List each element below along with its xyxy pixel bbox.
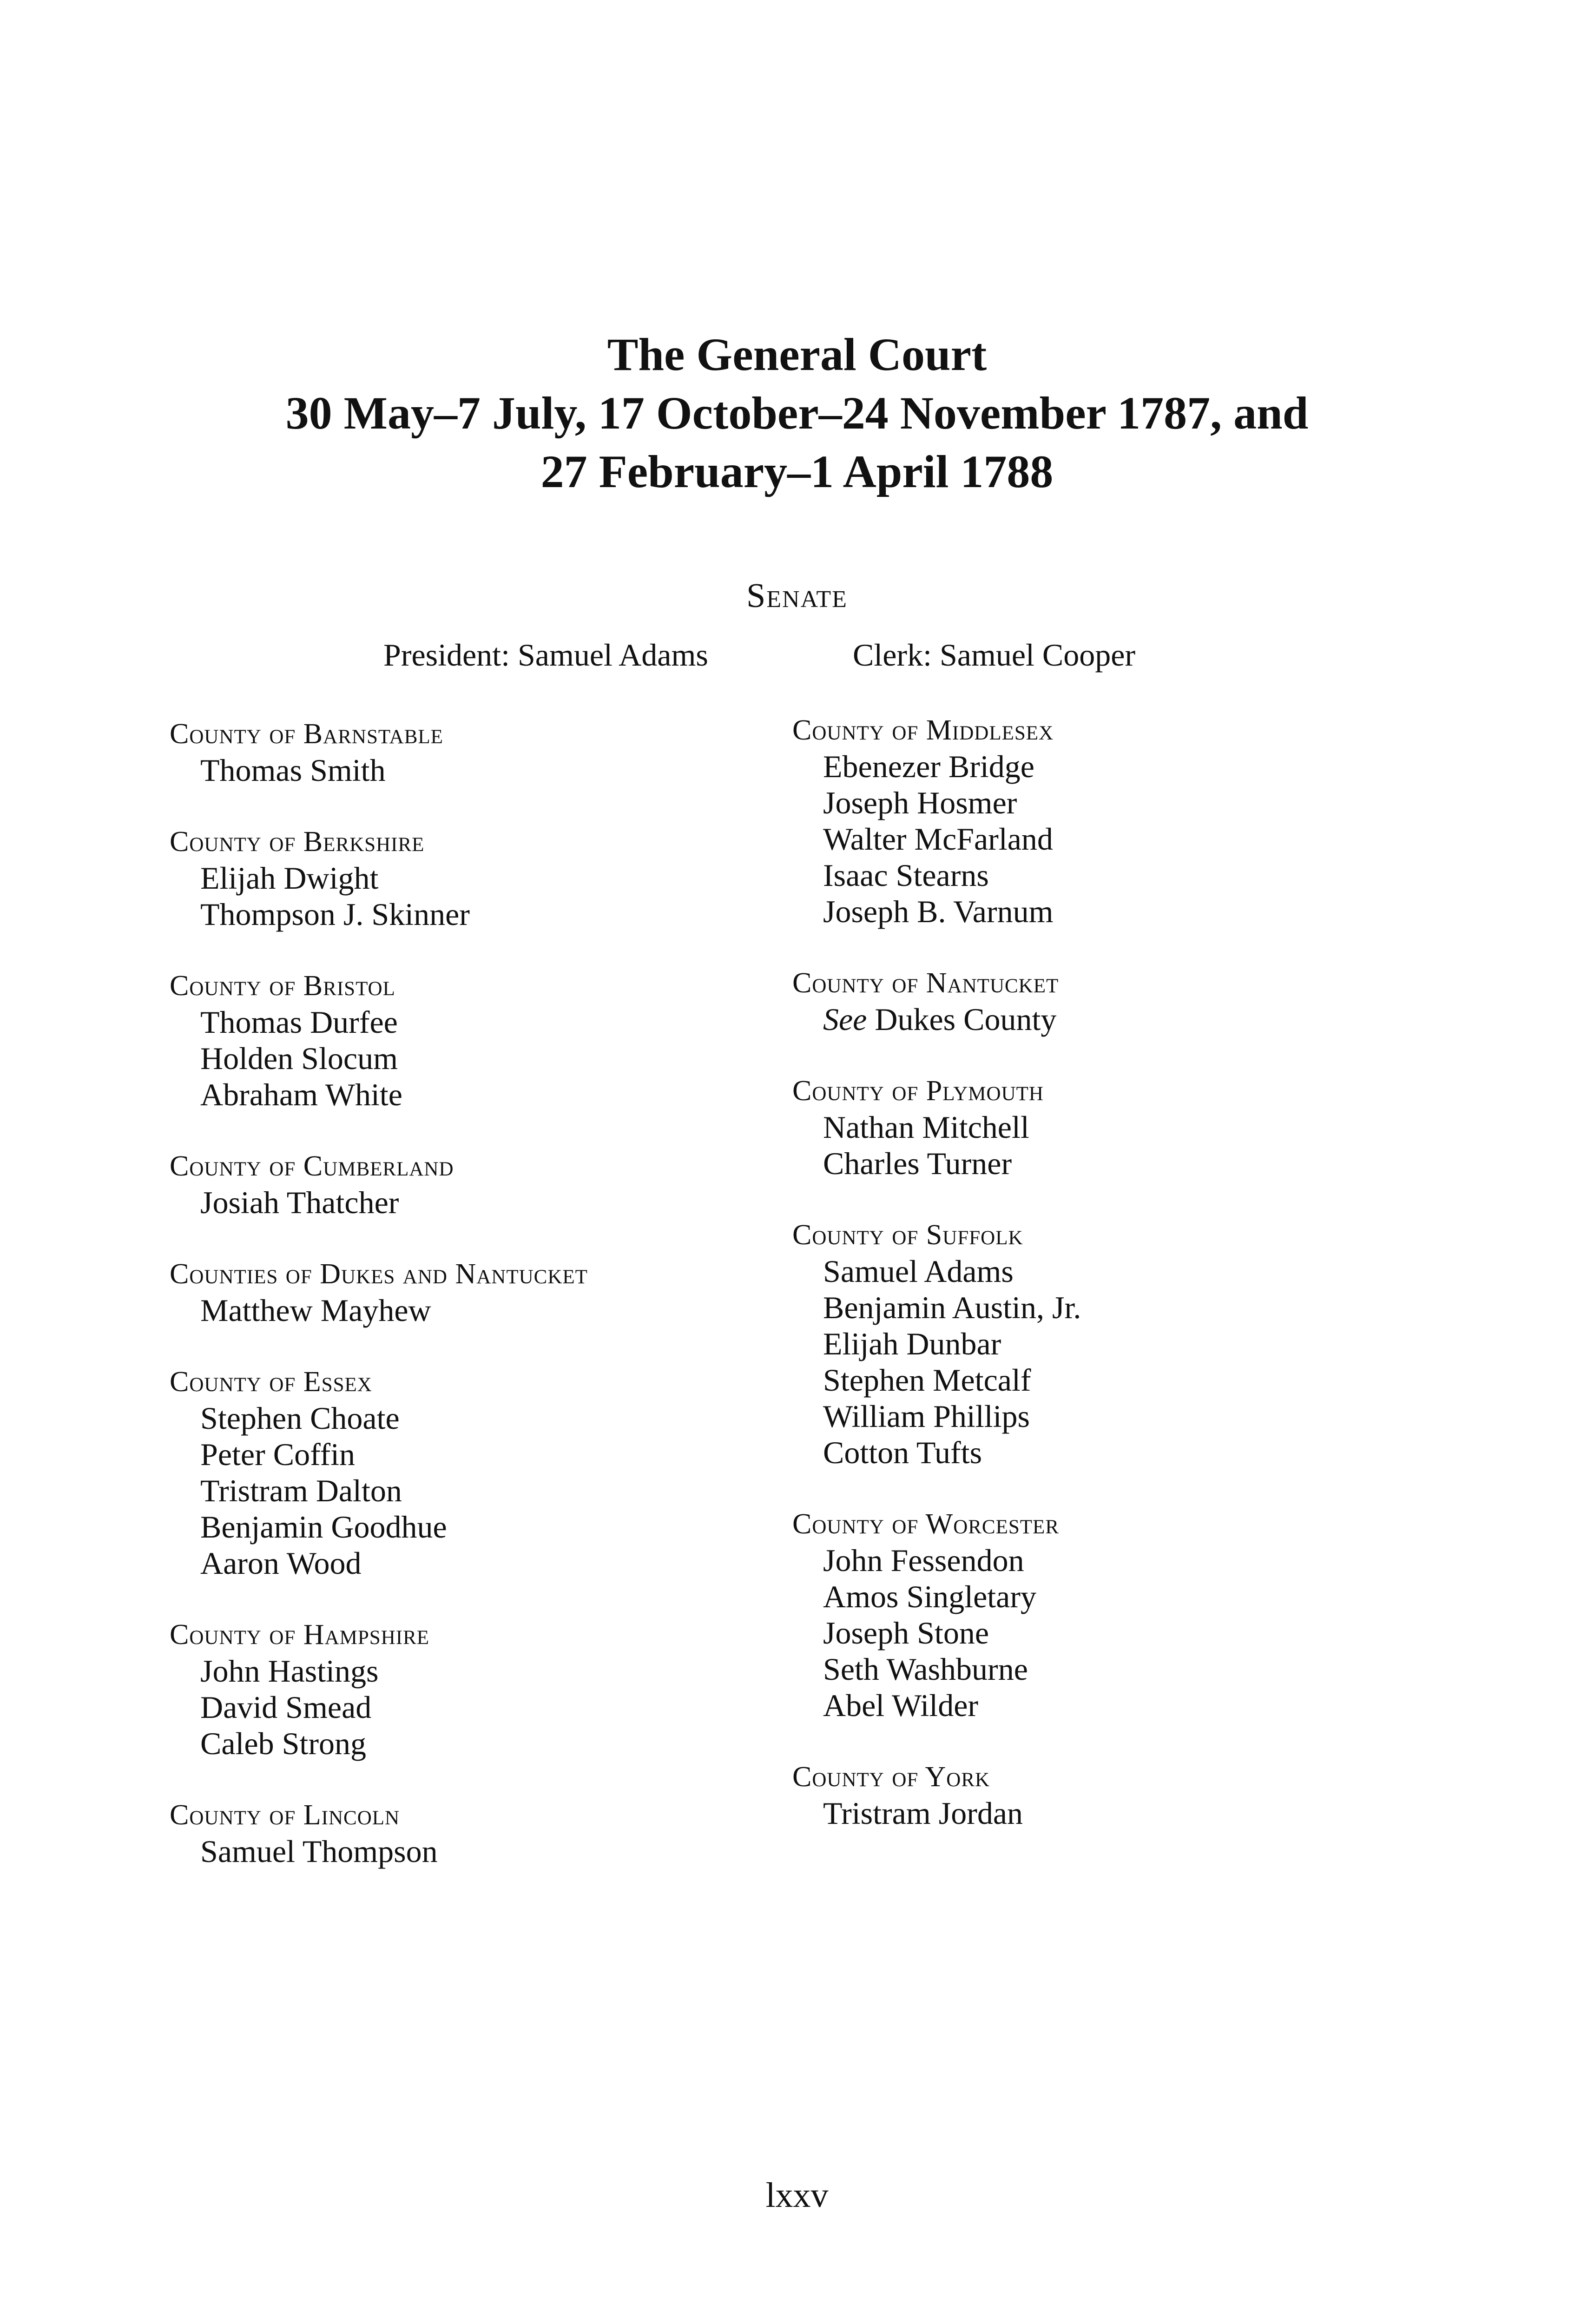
county-group [792, 1506, 1081, 1723]
title-line-1: The General Court [607, 329, 987, 380]
county-group [170, 1148, 588, 1221]
senator-name: Charles Turner [823, 1146, 1012, 1181]
county-heading: County of Middlesex [792, 714, 1054, 746]
senator-name: Walter McFarland [823, 821, 1053, 857]
county-group [170, 1256, 588, 1328]
title-block [0, 325, 1594, 501]
senator-name: Amos Singletary [823, 1579, 1036, 1614]
see-target: Dukes County [867, 1002, 1057, 1037]
senator-name: Benjamin Goodhue [200, 1509, 447, 1545]
left-county-column [170, 716, 588, 1905]
county-heading: County of Plymouth [792, 1075, 1044, 1107]
county-group [792, 965, 1081, 1037]
county-group [170, 716, 588, 788]
senator-name: Abel Wilder [823, 1688, 979, 1723]
county-heading: Counties of Dukes and Nantucket [170, 1258, 588, 1290]
county-group [792, 712, 1081, 930]
senator-name: Seth Washburne [823, 1651, 1028, 1687]
county-heading: County of Barnstable [170, 718, 443, 750]
senator-name: Thompson J. Skinner [200, 897, 470, 932]
county-heading: County of York [792, 1761, 990, 1793]
president-label: President: Samuel Adams [383, 637, 708, 673]
county-heading: County of Worcester [792, 1508, 1060, 1540]
senator-name: Isaac Stearns [823, 858, 989, 893]
page-number: lxxv [765, 2176, 829, 2215]
county-heading: County of Berkshire [170, 826, 425, 858]
county-group [792, 1759, 1081, 1831]
senator-name: Joseph B. Varnum [823, 894, 1054, 929]
senator-name: Samuel Thompson [200, 1834, 438, 1869]
senator-name: Elijah Dunbar [823, 1326, 1001, 1361]
county-group [792, 1217, 1081, 1471]
county-group [170, 824, 588, 932]
senator-name: Tristram Jordan [823, 1796, 1023, 1831]
county-heading: County of Hampshire [170, 1619, 430, 1651]
senator-name: Stephen Metcalf [823, 1362, 1031, 1398]
senator-name: Holden Slocum [200, 1041, 398, 1076]
senator-name: Josiah Thatcher [200, 1185, 399, 1220]
see-prefix: See [823, 1002, 867, 1037]
senator-name: Joseph Stone [823, 1615, 989, 1651]
senator-name: Elijah Dwight [200, 860, 379, 896]
senator-name: Samuel Adams [823, 1254, 1014, 1289]
senator-name: Cotton Tufts [823, 1435, 982, 1470]
senator-name: Matthew Mayhew [200, 1293, 431, 1328]
county-group [170, 1617, 588, 1762]
senator-name: Tristram Dalton [200, 1473, 402, 1508]
senator-name: Joseph Hosmer [823, 785, 1017, 820]
county-heading: County of Cumberland [170, 1150, 454, 1182]
clerk-label: Clerk: Samuel Cooper [853, 637, 1136, 673]
senator-name: William Phillips [823, 1399, 1030, 1434]
senator-name: Thomas Smith [200, 753, 386, 788]
senator-name: Stephen Choate [200, 1400, 400, 1436]
senator-name: Ebenezer Bridge [823, 749, 1034, 784]
senator-name: Peter Coffin [200, 1437, 356, 1472]
section-heading: Senate [746, 577, 848, 615]
right-county-column [792, 712, 1081, 1867]
county-group [170, 968, 588, 1113]
county-heading: County of Suffolk [792, 1219, 1023, 1251]
title-line-3: 27 February–1 April 1788 [540, 446, 1054, 497]
county-group [170, 1797, 588, 1869]
county-heading: County of Nantucket [792, 967, 1059, 999]
senator-name: Aaron Wood [200, 1545, 362, 1581]
senator-name: John Fessendon [823, 1543, 1024, 1578]
senator-name: Nathan Mitchell [823, 1109, 1029, 1145]
county-heading: County of Bristol [170, 970, 395, 1002]
county-heading: County of Lincoln [170, 1799, 400, 1831]
senator-name: Caleb Strong [200, 1726, 366, 1761]
senator-name: John Hastings [200, 1653, 379, 1689]
senator-name: Thomas Durfee [200, 1004, 398, 1040]
see-reference [792, 1001, 1081, 1037]
senator-name: David Smead [200, 1690, 372, 1725]
title-line-2: 30 May–7 July, 17 October–24 November 1787, and [285, 387, 1309, 439]
county-group [792, 1073, 1081, 1182]
county-heading: County of Essex [170, 1366, 372, 1398]
senator-name: Abraham White [200, 1077, 402, 1112]
senator-name: Benjamin Austin, Jr. [823, 1290, 1081, 1325]
county-group [170, 1364, 588, 1581]
